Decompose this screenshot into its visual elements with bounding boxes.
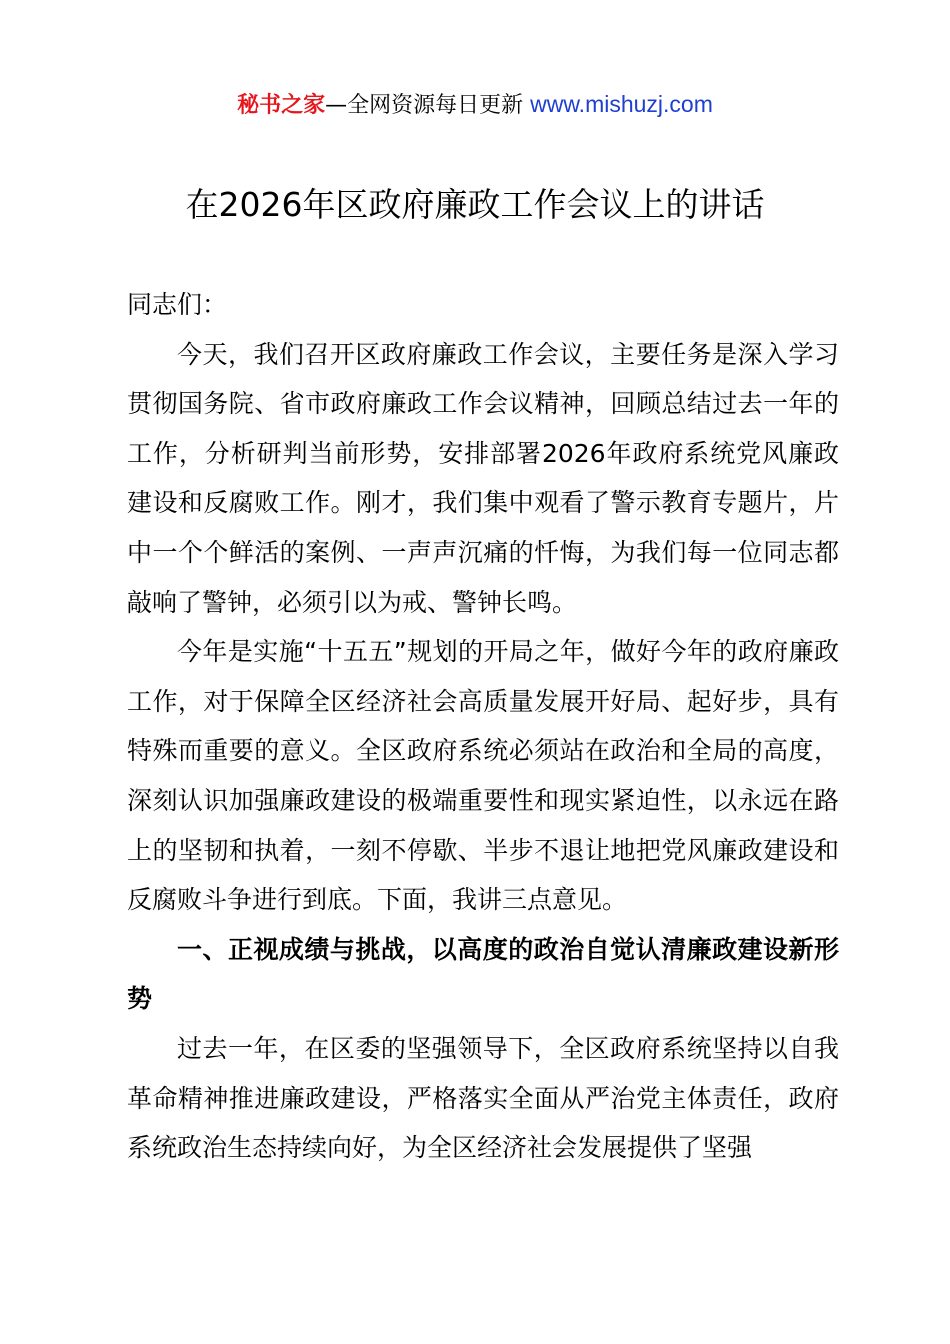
document-body: [127, 280, 839, 1173]
paragraph-section-1: 过去一年，在区委的坚强领导下，全区政府系统坚持以自我革命精神推进廉政建设，严格落实全面从严治党主体责任，政府系统政治生态持续向好，为全区经济社会发展提供了坚强: [127, 1033, 839, 1163]
brand-name: 秘书之家: [237, 93, 326, 118]
site-header: [0, 86, 950, 124]
site-url-link[interactable]: www.mishuzj.com: [530, 91, 713, 117]
document-title: 在2026年区政府廉政工作会议上的讲话: [185, 185, 765, 224]
paragraph-significance: 今年是实施“十五五”规划的开局之年，做好今年的政府廉政工作，对于保障全区经济社会高质量发展开好局、起好步，具有特殊而重要的意义。全区政府系统必须站在政治和全局的高度，深刻认识加强廉政建设的极端重要性和现实紧迫性，以永远在路上的坚韧和执着，一刻不停歇、半步不退让地把党风廉政建设和反腐败斗争进行到底。下面，我讲三点意见。: [127, 637, 839, 915]
header-slogan: —全网资源每日更新: [325, 93, 524, 118]
salutation: 同志们：: [127, 290, 228, 319]
paragraph-opening: 今天，我们召开区政府廉政工作会议，主要任务是深入学习贯彻国务院、省市政府廉政工作会议精神，回顾总结过去一年的工作，分析研判当前形势，安排部署2026年政府系统党风廉政建设和反腐败工作。刚才，我们集中观看了警示教育专题片，片中一个个鲜活的案例、一声声沉痛的忏悔，为我们每一位同志都敲响了警钟，必须引以为戒、警钟长鸣。: [127, 339, 839, 617]
section-heading-1: 一、正视成绩与挑战，以高度的政治自觉认清廉政建设新形势: [127, 934, 839, 1014]
